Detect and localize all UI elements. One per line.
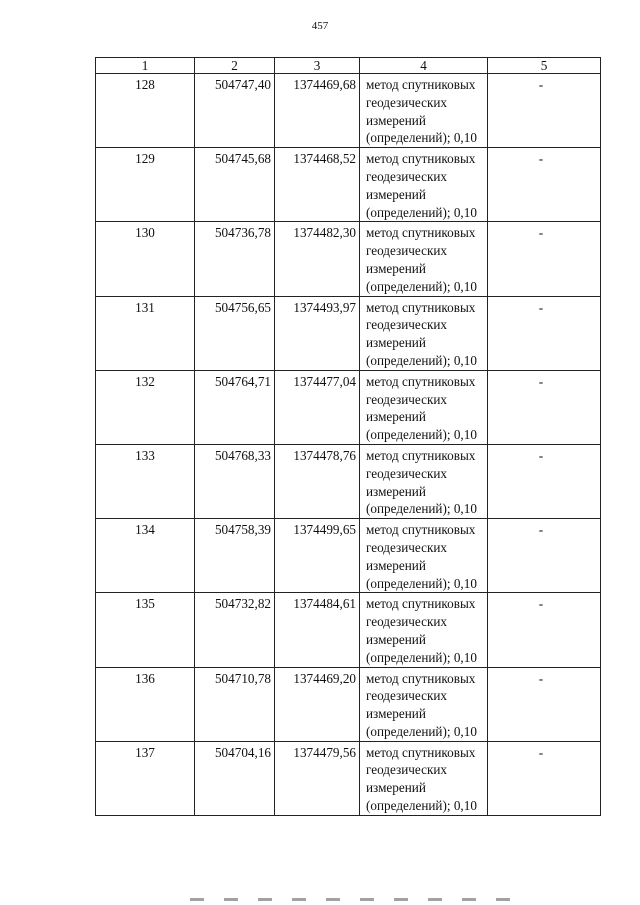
method-line: измерений [366, 631, 426, 647]
method-line: (определений); 0,10 [366, 352, 477, 368]
method-line: (определений); 0,10 [366, 130, 477, 146]
table-row [96, 74, 601, 148]
coordinate-y: 1374469,68 [275, 74, 360, 148]
method-description [360, 296, 488, 370]
method-line: геодезических [366, 317, 448, 333]
coordinate-x: 504747,40 [195, 74, 275, 148]
note-cell [488, 74, 601, 148]
coordinate-y: 1374469,20 [275, 667, 360, 741]
point-number: 134 [96, 519, 195, 593]
table-row [96, 370, 601, 444]
point-number: 137 [96, 741, 195, 815]
coordinate-y: 1374477,04 [275, 370, 360, 444]
coordinate-x: 504745,68 [195, 148, 275, 222]
method-description [360, 148, 488, 222]
coordinate-x: 504764,71 [195, 370, 275, 444]
method-description [360, 74, 488, 148]
table-row [96, 222, 601, 296]
point-number: 129 [96, 148, 195, 222]
method-line: метод спутниковых [366, 151, 476, 167]
header-col-5: 5 [488, 58, 601, 74]
method-description [360, 519, 488, 593]
note-cell [488, 148, 601, 222]
method-description [360, 593, 488, 667]
coordinate-x: 504732,82 [195, 593, 275, 667]
method-line: геодезических [366, 168, 448, 184]
note-dash: - [538, 744, 544, 760]
note-dash: - [538, 373, 544, 389]
method-line: геодезических [366, 465, 448, 481]
note-dash: - [538, 596, 544, 612]
point-number: 136 [96, 667, 195, 741]
coordinate-y: 1374478,76 [275, 444, 360, 518]
note-dash: - [538, 670, 544, 686]
table-row [96, 444, 601, 518]
coordinate-y: 1374499,65 [275, 519, 360, 593]
note-cell [488, 222, 601, 296]
method-line: (определений); 0,10 [366, 649, 477, 665]
method-description [360, 741, 488, 815]
point-number: 131 [96, 296, 195, 370]
method-line: метод спутниковых [366, 744, 476, 760]
note-cell [488, 593, 601, 667]
header-col-3: 3 [275, 58, 360, 74]
table-body [96, 74, 601, 816]
method-line: измерений [366, 706, 426, 722]
method-description [360, 667, 488, 741]
coordinate-x: 504736,78 [195, 222, 275, 296]
table-row [96, 148, 601, 222]
coordinates-table [95, 57, 601, 816]
method-line: геодезических [366, 243, 448, 259]
method-line: измерений [366, 557, 426, 573]
method-line: (определений); 0,10 [366, 427, 477, 443]
method-line: измерений [366, 780, 426, 796]
note-dash: - [538, 151, 544, 167]
note-dash: - [538, 77, 544, 92]
method-line: измерений [366, 335, 426, 351]
method-line: метод спутниковых [366, 447, 476, 463]
method-line: (определений); 0,10 [366, 278, 477, 294]
method-line: метод спутниковых [366, 299, 476, 315]
coordinate-x: 504758,39 [195, 519, 275, 593]
point-number: 128 [96, 74, 195, 148]
method-line: метод спутниковых [366, 77, 476, 92]
table-header [96, 58, 601, 74]
method-line: измерений [366, 186, 426, 202]
coordinate-x: 504768,33 [195, 444, 275, 518]
note-cell [488, 741, 601, 815]
method-line: измерений [366, 112, 426, 128]
method-line: (определений); 0,10 [366, 204, 477, 220]
method-line: метод спутниковых [366, 596, 476, 612]
table-row [96, 667, 601, 741]
point-number: 135 [96, 593, 195, 667]
method-line: (определений); 0,10 [366, 798, 477, 814]
coordinate-x: 504756,65 [195, 296, 275, 370]
method-line: измерений [366, 409, 426, 425]
note-dash: - [538, 299, 544, 315]
coordinate-x: 504710,78 [195, 667, 275, 741]
note-cell [488, 296, 601, 370]
method-line: метод спутниковых [366, 225, 476, 241]
method-line: метод спутниковых [366, 670, 476, 686]
method-description [360, 222, 488, 296]
method-line: измерений [366, 483, 426, 499]
footer-text-fragment [190, 898, 520, 901]
header-col-4: 4 [360, 58, 488, 74]
method-line: (определений); 0,10 [366, 575, 477, 591]
point-number: 130 [96, 222, 195, 296]
method-line: геодезических [366, 94, 448, 110]
coordinate-y: 1374468,52 [275, 148, 360, 222]
note-dash: - [538, 447, 544, 463]
method-line: геодезических [366, 391, 448, 407]
method-line: (определений); 0,10 [366, 723, 477, 739]
coordinate-x: 504704,16 [195, 741, 275, 815]
method-line: геодезических [366, 762, 448, 778]
table-row [96, 593, 601, 667]
table-row [96, 741, 601, 815]
page-number: 457 [311, 20, 329, 32]
note-cell [488, 444, 601, 518]
coordinate-y: 1374479,56 [275, 741, 360, 815]
header-col-1: 1 [96, 58, 195, 74]
coordinate-y: 1374482,30 [275, 222, 360, 296]
method-description [360, 444, 488, 518]
point-number: 133 [96, 444, 195, 518]
note-cell [488, 519, 601, 593]
method-line: (определений); 0,10 [366, 501, 477, 517]
coordinate-y: 1374493,97 [275, 296, 360, 370]
coordinate-y: 1374484,61 [275, 593, 360, 667]
table-row [96, 296, 601, 370]
method-line: метод спутниковых [366, 522, 476, 538]
point-number: 132 [96, 370, 195, 444]
method-line: метод спутниковых [366, 373, 476, 389]
header-row [96, 58, 601, 74]
note-dash: - [538, 522, 544, 538]
method-line: геодезических [366, 688, 448, 704]
note-dash: - [538, 225, 544, 241]
note-cell [488, 370, 601, 444]
method-line: геодезических [366, 614, 448, 630]
header-col-2: 2 [195, 58, 275, 74]
note-cell [488, 667, 601, 741]
method-description [360, 370, 488, 444]
table-row [96, 519, 601, 593]
method-line: измерений [366, 260, 426, 276]
method-line: геодезических [366, 539, 448, 555]
